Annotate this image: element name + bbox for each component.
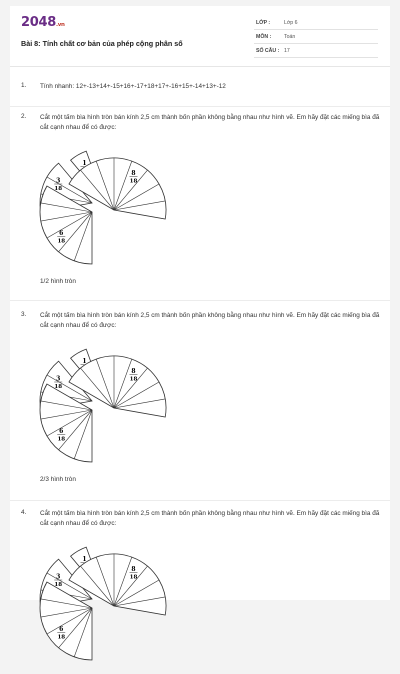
meta-subject-row — [254, 32, 378, 44]
answer-option: 2/3 hình tròn — [40, 476, 76, 483]
question-number: 3. — [21, 311, 27, 318]
meta-value: 17 — [284, 48, 290, 54]
header-divider — [10, 66, 390, 67]
question-divider — [10, 300, 390, 301]
circle-pieces-svg — [43, 544, 173, 669]
question-text: Tính nhanh: 12+-13+14+-15+16+-17+18+17+-16+15+-14+13+-12 — [40, 83, 226, 90]
fraction-numerator: 1 — [82, 358, 87, 366]
question-text: Cắt một tấm bìa hình tròn bán kính 2,5 cm thành bốn phần không bằng nhau như hình vẽ. Em hãy đặt các miếng bìa đã cắt cạnh nhau để có được: — [40, 312, 380, 329]
circle-pieces-svg — [43, 148, 173, 273]
fraction-numerator: 8 — [131, 566, 136, 574]
meta-count-row — [254, 46, 378, 58]
fraction-denominator: 18 — [57, 634, 66, 641]
answer-option: 1/2 hình tròn — [40, 278, 76, 285]
question-text: Cắt một tấm bìa hình tròn bán kính 2,5 cm thành bốn phần không bằng nhau như hình vẽ. Em hãy đặt các miếng bìa đã cắt cạnh nhau để có được: — [40, 114, 380, 131]
fraction-numerator: 3 — [56, 573, 61, 581]
question-number: 2. — [21, 113, 27, 120]
question-number: 4. — [21, 509, 27, 516]
meta-value: Toán — [284, 34, 296, 40]
circle-pieces-svg — [43, 346, 173, 471]
meta-label: SỐ CÂU : — [256, 48, 280, 54]
meta-label: MÔN : — [256, 34, 272, 40]
fraction-numerator: 3 — [56, 177, 61, 185]
fraction-denominator: 18 — [57, 436, 66, 443]
question-divider — [10, 106, 390, 107]
fraction-denominator: 18 — [129, 178, 138, 185]
fraction-numerator: 1 — [82, 556, 87, 564]
page-title: Bài 8: Tính chất cơ bản của phép cộng phân số — [21, 39, 183, 48]
fraction-numerator: 6 — [59, 230, 64, 238]
fraction-numerator: 6 — [59, 626, 64, 634]
fraction-numerator: 8 — [131, 368, 136, 376]
question-divider — [10, 500, 390, 501]
circle-pieces-figure — [43, 346, 173, 471]
meta-label: LỚP : — [256, 20, 271, 26]
fraction-denominator: 18 — [54, 384, 63, 390]
meta-value: Lớp 6 — [284, 20, 298, 26]
fraction-denominator: 18 — [54, 582, 63, 588]
worksheet-page — [10, 6, 390, 641]
question-text: Cắt một tấm bìa hình tròn bán kính 2,5 cm thành bốn phần không bằng nhau như hình vẽ. Em hãy đặt các miếng bìa đã cắt cạnh nhau để có được: — [40, 510, 380, 527]
fraction-denominator: 18 — [129, 574, 138, 581]
fraction-numerator: 8 — [131, 170, 136, 178]
fraction-denominator: 18 — [57, 238, 66, 245]
site-logo[interactable] — [21, 15, 65, 30]
circle-pieces-figure — [43, 544, 173, 669]
logo-tld: .vn — [55, 22, 65, 28]
fraction-numerator: 3 — [56, 375, 61, 383]
fraction-denominator: 18 — [129, 376, 138, 383]
fraction-numerator: 1 — [82, 160, 87, 168]
fraction-denominator: 18 — [54, 186, 63, 192]
question-number: 1. — [21, 82, 27, 89]
circle-pieces-figure — [43, 148, 173, 273]
meta-class-row — [254, 18, 378, 30]
logo-text: 2048 — [21, 15, 56, 30]
fraction-numerator: 6 — [59, 428, 64, 436]
